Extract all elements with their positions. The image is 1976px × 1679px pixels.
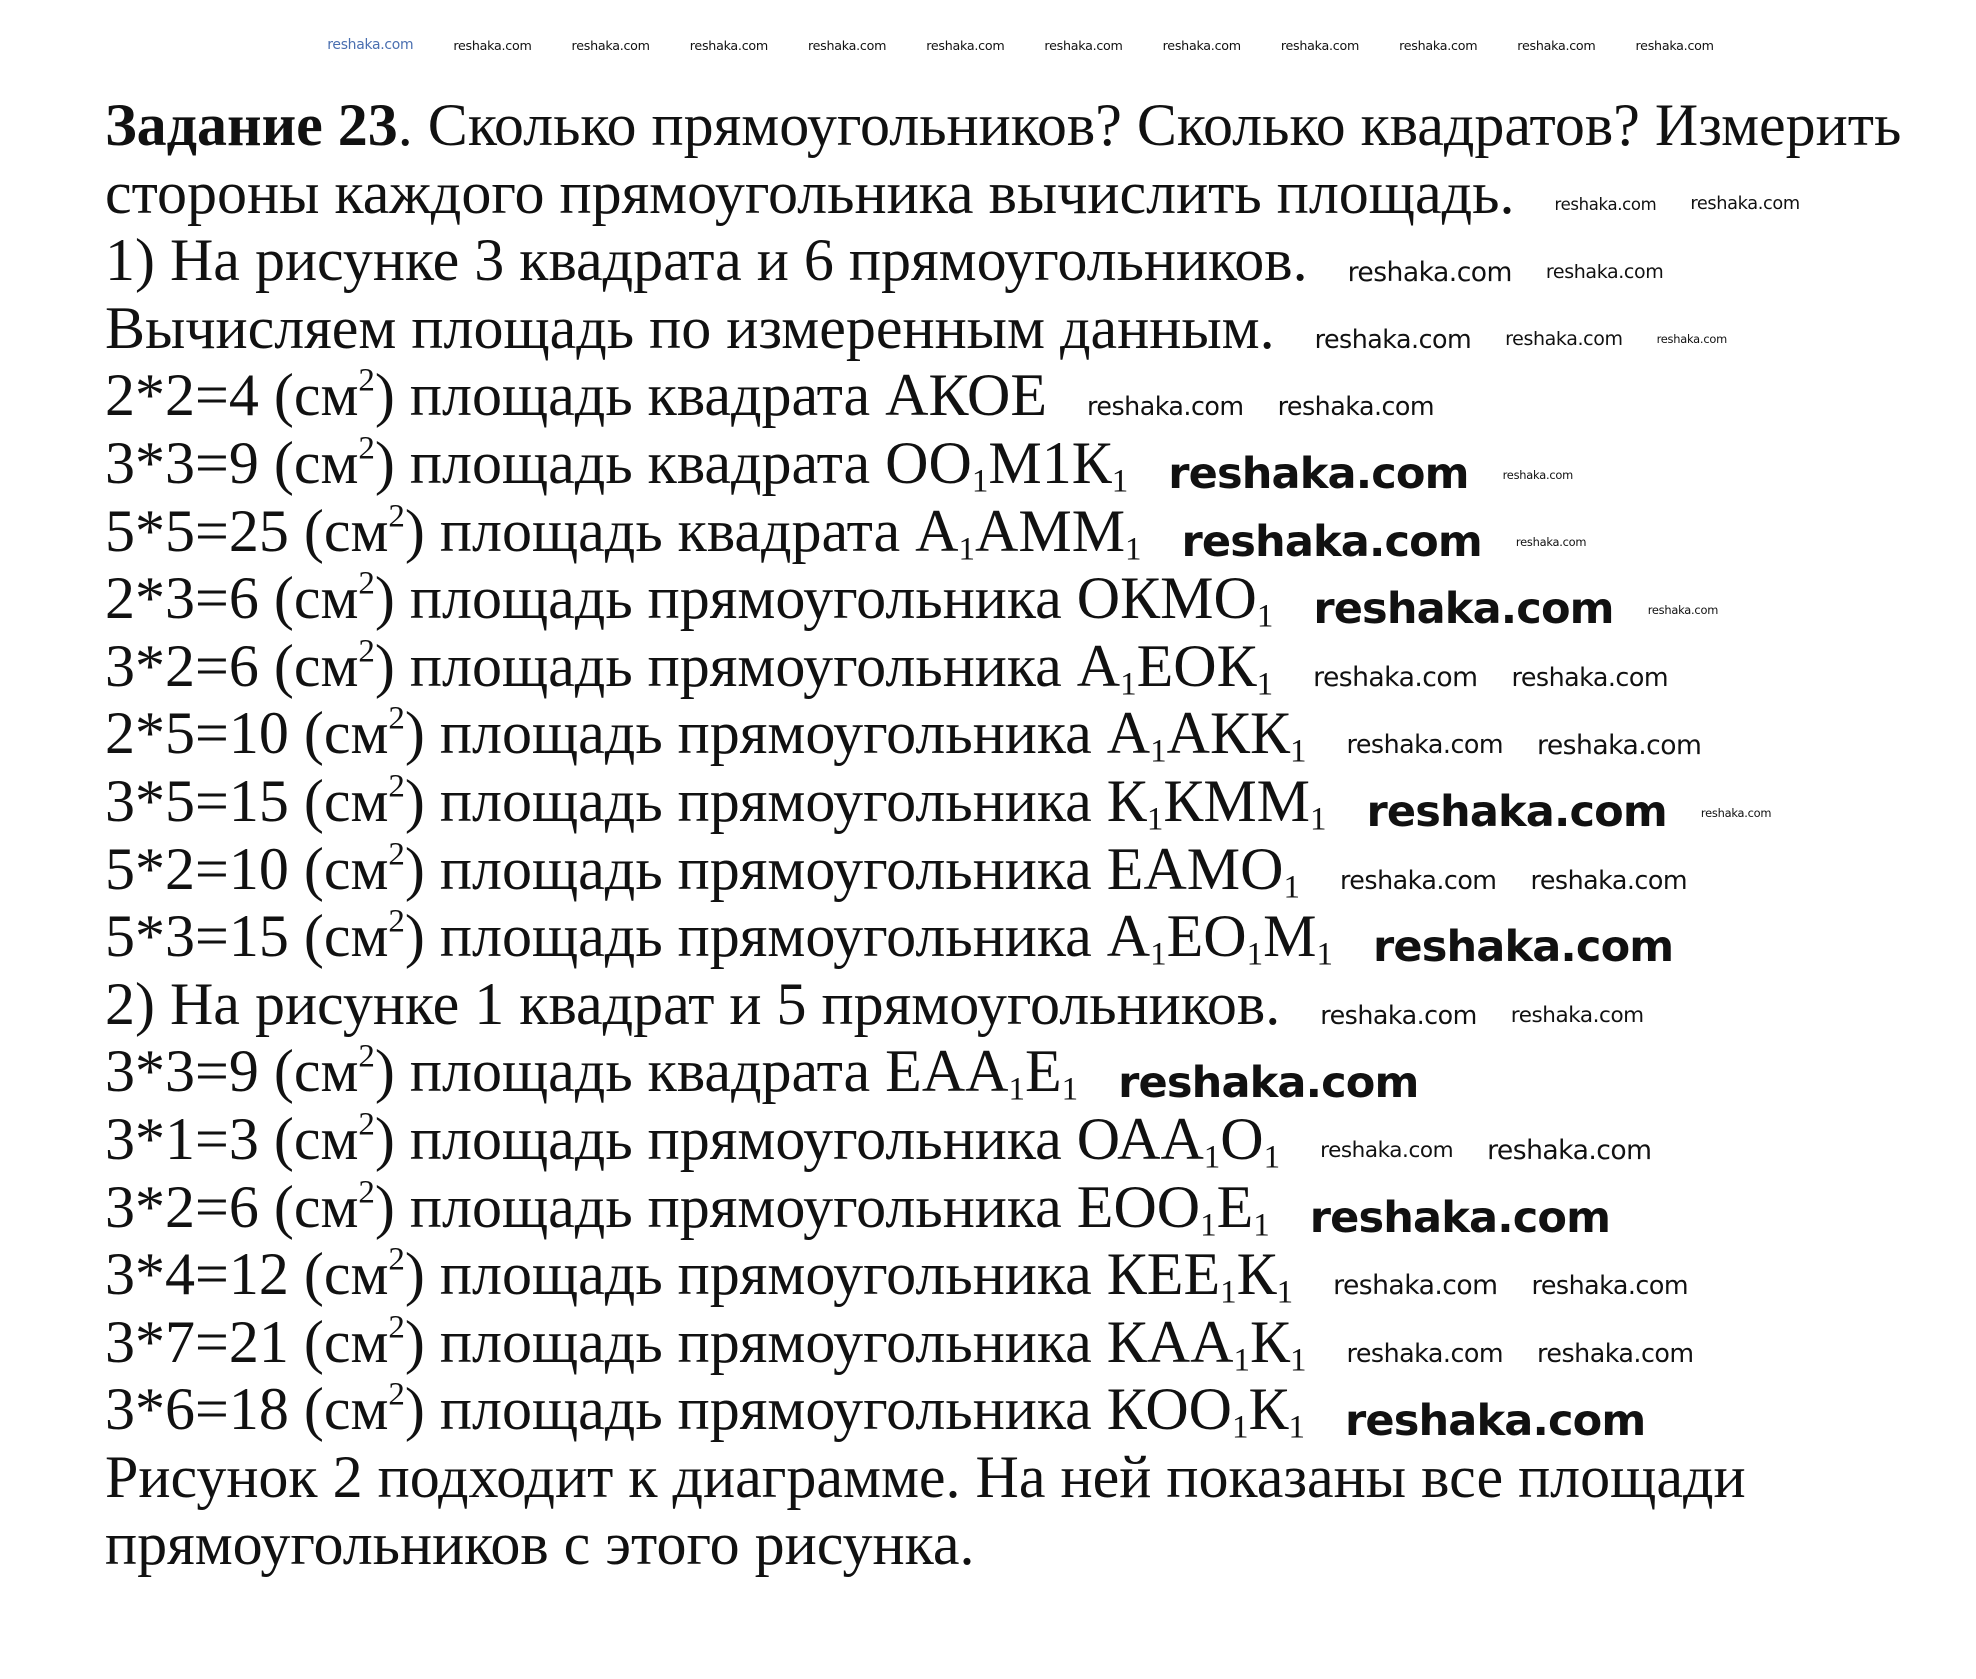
watermark: reshaka.com	[1280, 38, 1360, 54]
watermark-slot	[1555, 164, 1834, 233]
watermark: reshaka.com	[1314, 323, 1472, 354]
task-label: Задание 23	[105, 92, 398, 158]
watermark-slot	[1182, 502, 1621, 571]
watermark: reshaka.com	[1515, 535, 1587, 550]
text-run: К	[1236, 1241, 1277, 1308]
text-run: 1) На рисунке 3 квадрата и 6 прямоугольников.	[105, 227, 1308, 294]
text-run: 2) На рисунке 1 квадрат и 5 прямоугольников.	[105, 970, 1281, 1037]
watermark: reshaka.com	[1339, 864, 1497, 895]
text-line	[105, 903, 1976, 971]
watermark: reshaka.com	[1505, 328, 1623, 351]
text-line	[105, 227, 1976, 295]
subscript: 1	[1061, 1071, 1079, 1108]
text-line	[105, 92, 1976, 160]
watermark: reshaka.com	[1700, 805, 1772, 820]
superscript: 2	[358, 1038, 375, 1075]
text-run: 5*3=15 (см	[105, 903, 389, 970]
watermark-slot	[1320, 975, 1678, 1044]
text-run: ЕО	[1166, 903, 1247, 970]
superscript: 2	[388, 1376, 405, 1413]
superscript: 2	[358, 1106, 375, 1143]
text-line	[105, 295, 1976, 363]
text-line	[105, 1309, 1976, 1377]
watermark: reshaka.com	[1345, 1395, 1646, 1446]
watermark: reshaka.com	[1545, 260, 1664, 283]
watermark: reshaka.com	[1162, 38, 1241, 54]
watermark-row-top	[105, 6, 1936, 86]
subscript: 1	[1256, 666, 1274, 702]
text-run: стороны каждого прямоугольника вычислить площадь.	[105, 159, 1515, 226]
text-line	[105, 1444, 1976, 1512]
subscript: 1	[1203, 1139, 1221, 1176]
text-line	[105, 1038, 1976, 1106]
watermark: reshaka.com	[1487, 1135, 1652, 1167]
text-run: ) площадь прямоугольника КЕЕ	[404, 1241, 1221, 1308]
watermark: reshaka.com	[1346, 729, 1504, 760]
watermark: reshaka.com	[1399, 38, 1478, 54]
subscript: 1	[1310, 801, 1327, 838]
text-run: 2*5=10 (см	[105, 700, 389, 767]
watermark: reshaka.com	[571, 38, 650, 54]
watermark: reshaka.com	[1537, 729, 1702, 761]
subscript: 1	[1263, 1139, 1281, 1176]
text-line	[105, 1106, 1976, 1174]
text-run: ) площадь квадрата ОО	[374, 429, 972, 496]
text-run: 3*2=6 (см	[105, 632, 359, 699]
text-line	[105, 565, 1976, 633]
watermark: reshaka.com	[1181, 516, 1482, 567]
watermark-slot	[1315, 300, 1761, 369]
text-run: ) площадь прямоугольника КОО	[404, 1376, 1232, 1443]
watermark-slot	[1373, 908, 1707, 977]
watermark: reshaka.com	[1320, 999, 1477, 1030]
text-run: ) площадь квадрата АКОЕ	[374, 362, 1048, 429]
superscript: 2	[388, 1308, 405, 1345]
watermark: reshaka.com	[1333, 1270, 1498, 1302]
watermark: reshaka.com	[1313, 584, 1614, 635]
text-line	[105, 1376, 1976, 1444]
task-text	[105, 92, 1976, 1579]
watermark: reshaka.com	[453, 38, 532, 54]
subscript: 1	[1288, 1409, 1306, 1446]
watermark-slot	[1168, 435, 1607, 504]
subscript: 1	[1276, 1274, 1294, 1311]
watermark: reshaka.com	[1530, 864, 1688, 895]
subscript: 1	[1256, 598, 1274, 635]
text-run: ) площадь прямоугольника А	[374, 632, 1121, 699]
watermark: reshaka.com	[1537, 1337, 1694, 1368]
text-run: ) площадь прямоугольника ЕОО	[374, 1173, 1201, 1240]
watermark: reshaka.com	[1320, 1138, 1454, 1164]
watermark: reshaka.com	[1502, 467, 1573, 482]
text-run: прямоугольников с этого рисунка.	[105, 1511, 975, 1578]
watermark: reshaka.com	[1531, 1270, 1689, 1301]
text-run: 3*6=18 (см	[105, 1376, 389, 1443]
watermark-slot	[1345, 1381, 1679, 1450]
text-run: ) площадь прямоугольника К	[404, 767, 1147, 834]
text-run: 3*2=6 (см	[105, 1173, 359, 1240]
watermark-slot	[1347, 1313, 1728, 1382]
subscript: 1	[971, 463, 989, 500]
superscript: 2	[358, 430, 375, 467]
watermark: reshaka.com	[1347, 256, 1512, 288]
text-line	[105, 768, 1976, 836]
watermark: reshaka.com	[1087, 391, 1244, 422]
watermark: reshaka.com	[1372, 922, 1674, 973]
subscript: 1	[1290, 733, 1307, 770]
text-run: ) площадь прямоугольника А	[404, 903, 1151, 970]
text-run: 5*5=25 (см	[105, 497, 389, 564]
watermark: reshaka.com	[1511, 661, 1668, 692]
text-line	[105, 1174, 1976, 1242]
subscript: 1	[1316, 936, 1333, 973]
text-line	[105, 1511, 1976, 1579]
text-run: ) площадь квадрата ЕАА	[374, 1038, 1009, 1105]
superscript: 2	[388, 903, 405, 940]
watermark-slot	[1333, 1246, 1722, 1315]
watermark-slot	[1087, 367, 1468, 436]
superscript: 2	[358, 633, 375, 669]
text-run: О	[1220, 1105, 1264, 1172]
watermark-slot	[1340, 840, 1721, 909]
text-line	[105, 971, 1976, 1039]
subscript: 1	[1283, 868, 1300, 905]
watermark-slot	[1313, 637, 1702, 706]
text-run: К	[1248, 1376, 1289, 1443]
watermark-slot	[1313, 570, 1752, 639]
text-run: 5*2=10 (см	[105, 835, 389, 902]
subscript: 1	[1125, 530, 1142, 567]
watermark: reshaka.com	[1510, 1002, 1644, 1028]
text-run: Рисунок 2 подходит к диаграмме. На ней показаны все площади	[105, 1443, 1746, 1510]
subscript: 1	[1008, 1071, 1025, 1108]
text-line	[105, 700, 1976, 768]
watermark: reshaka.com	[1118, 1057, 1419, 1108]
watermark: reshaka.com	[689, 38, 768, 54]
watermark-slot	[1348, 232, 1698, 301]
watermark-row-bottom	[105, 1590, 1936, 1675]
watermark: reshaka.com	[1517, 38, 1596, 54]
text-run: 2*2=4 (см	[105, 362, 359, 429]
text-run: М	[1263, 903, 1317, 970]
watermark: reshaka.com	[1044, 38, 1123, 54]
subscript: 1	[1233, 1341, 1250, 1378]
text-run: 2*3=6 (см	[105, 565, 359, 632]
text-run: КММ	[1163, 767, 1311, 834]
watermark: reshaka.com	[1554, 194, 1657, 214]
watermark: reshaka.com	[327, 37, 414, 54]
text-run: Е	[1216, 1173, 1254, 1240]
superscript: 2	[358, 565, 375, 602]
superscript: 2	[388, 835, 405, 872]
subscript: 1	[958, 530, 976, 567]
watermark: reshaka.com	[1690, 193, 1800, 214]
watermark: reshaka.com	[1656, 332, 1727, 347]
subscript: 1	[1231, 1409, 1249, 1446]
superscript: 2	[388, 1241, 405, 1278]
subscript: 1	[1253, 1206, 1270, 1243]
text-run: Вычисляем площадь по измеренным данным.	[105, 294, 1275, 361]
text-run: ) площадь прямоугольника ЕАМО	[404, 835, 1284, 902]
watermark: reshaka.com	[1168, 449, 1469, 500]
watermark: reshaka.com	[1309, 1192, 1611, 1243]
text-line	[105, 362, 1976, 430]
subscript: 1	[1246, 936, 1264, 973]
text-line	[105, 160, 1976, 228]
watermark: reshaka.com	[926, 38, 1005, 54]
subscript: 1	[1146, 801, 1164, 838]
text-run: М1К	[988, 429, 1112, 496]
text-run: К	[1249, 1308, 1290, 1375]
superscript: 2	[388, 768, 405, 805]
watermark-slot	[1118, 1043, 1452, 1112]
text-line	[105, 430, 1976, 498]
text-run: 3*1=3 (см	[105, 1105, 359, 1172]
subscript: 1	[1150, 733, 1167, 770]
text-run: ) площадь квадрата А	[404, 497, 959, 564]
subscript: 1	[1220, 1274, 1237, 1311]
text-line	[105, 836, 1976, 904]
superscript: 2	[358, 362, 375, 399]
subscript: 1	[1290, 1341, 1307, 1378]
text-run: 3*5=15 (см	[105, 767, 389, 834]
text-run: ) площадь прямоугольника ОАА	[374, 1105, 1204, 1172]
superscript: 2	[388, 497, 405, 534]
watermark: reshaka.com	[1313, 662, 1478, 694]
text-run: 3*3=9 (см	[105, 429, 359, 496]
subscript: 1	[1200, 1206, 1217, 1243]
watermark: reshaka.com	[1277, 391, 1435, 422]
text-line	[105, 498, 1976, 566]
text-line	[105, 633, 1976, 701]
subscript: 1	[1111, 463, 1129, 500]
watermark-slot	[1367, 773, 1806, 842]
watermark-slot	[1320, 1111, 1685, 1180]
text-run: 3*3=9 (см	[105, 1038, 359, 1105]
subscript: 1	[1120, 666, 1137, 702]
text-run: ) площадь прямоугольника ОКМО	[374, 565, 1257, 632]
watermark: reshaka.com	[1635, 38, 1714, 54]
text-run: Е	[1025, 1038, 1062, 1105]
watermark: reshaka.com	[807, 38, 887, 54]
text-run: 3*7=21 (см	[105, 1308, 389, 1375]
text-run: ) площадь прямоугольника А	[404, 700, 1151, 767]
watermark-slot	[1347, 705, 1736, 774]
text-run: АММ	[975, 497, 1126, 564]
text-run: АКК	[1166, 700, 1290, 767]
watermark-slot	[1310, 1178, 1644, 1247]
watermark: reshaka.com	[1346, 1337, 1504, 1368]
watermark: reshaka.com	[1647, 602, 1719, 617]
superscript: 2	[388, 700, 405, 737]
text-run: . Сколько прямоугольников? Сколько квадратов? Измерить	[397, 92, 1902, 158]
text-run: 3*4=12 (см	[105, 1241, 389, 1308]
text-run: ) площадь прямоугольника КАА	[404, 1308, 1234, 1375]
watermark: reshaka.com	[1366, 787, 1667, 838]
text-run: ЕОК	[1136, 632, 1257, 699]
subscript: 1	[1150, 936, 1167, 973]
superscript: 2	[358, 1173, 375, 1210]
text-line	[105, 1241, 1976, 1309]
